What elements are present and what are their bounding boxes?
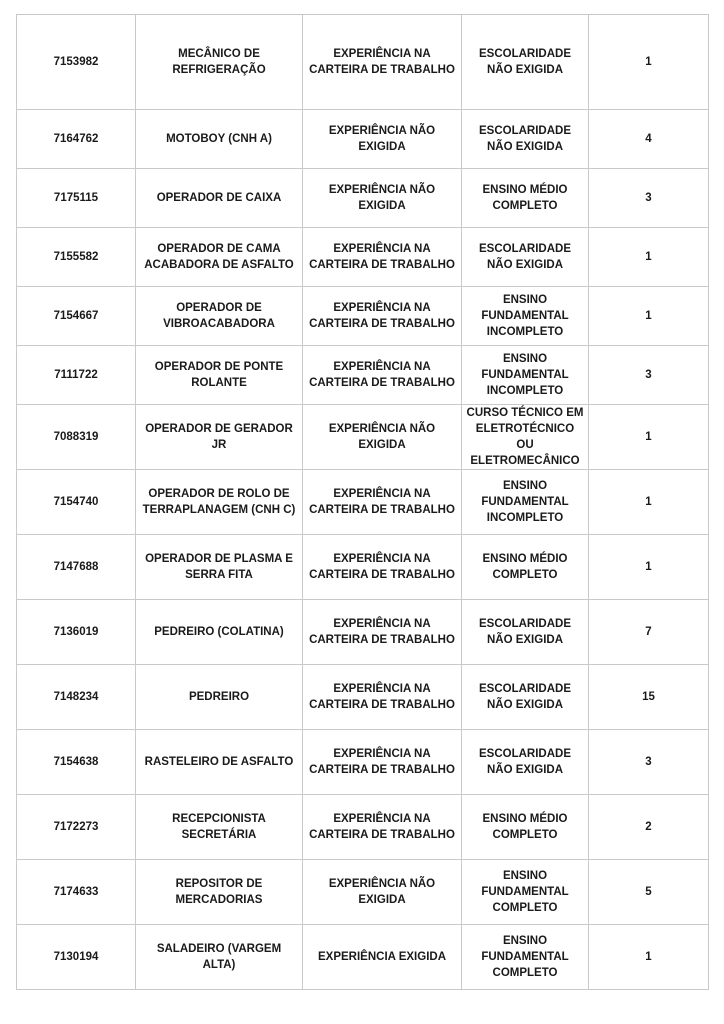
education-requirement: CURSO TÉCNICO EM ELETROTÉCNICO OU ELETROMECÂNICO [462,405,589,470]
job-code: 7130194 [17,925,136,990]
job-title: OPERADOR DE VIBROACABADORA [136,287,303,346]
vacancy-count: 1 [589,405,709,470]
experience-requirement: EXPERIÊNCIA NA CARTEIRA DE TRABALHO [303,346,462,405]
vacancy-count: 7 [589,600,709,665]
table-row [17,600,709,665]
job-code: 7148234 [17,665,136,730]
job-code: 7088319 [17,405,136,470]
education-requirement: ENSINO FUNDAMENTAL COMPLETO [462,860,589,925]
job-title: RECEPCIONISTA SECRETÁRIA [136,795,303,860]
table-row [17,15,709,110]
vacancy-count: 3 [589,730,709,795]
experience-requirement: EXPERIÊNCIA NA CARTEIRA DE TRABALHO [303,228,462,287]
job-code: 7174633 [17,860,136,925]
job-code: 7154667 [17,287,136,346]
vacancy-count: 1 [589,228,709,287]
job-code: 7164762 [17,110,136,169]
vacancy-count: 1 [589,470,709,535]
vacancy-count: 1 [589,15,709,110]
table-row [17,346,709,405]
job-title: OPERADOR DE PLASMA E SERRA FITA [136,535,303,600]
experience-requirement: EXPERIÊNCIA NA CARTEIRA DE TRABALHO [303,730,462,795]
vacancy-count: 3 [589,346,709,405]
education-requirement: ESCOLARIDADE NÃO EXIGIDA [462,600,589,665]
job-title: REPOSITOR DE MERCADORIAS [136,860,303,925]
table-row [17,535,709,600]
education-requirement: ESCOLARIDADE NÃO EXIGIDA [462,665,589,730]
table-row [17,730,709,795]
education-requirement: ENSINO FUNDAMENTAL INCOMPLETO [462,346,589,405]
job-title: OPERADOR DE PONTE ROLANTE [136,346,303,405]
table-row [17,795,709,860]
job-code: 7172273 [17,795,136,860]
job-title: SALADEIRO (VARGEM ALTA) [136,925,303,990]
education-requirement: ENSINO MÉDIO COMPLETO [462,795,589,860]
job-title: PEDREIRO (COLATINA) [136,600,303,665]
experience-requirement: EXPERIÊNCIA NA CARTEIRA DE TRABALHO [303,535,462,600]
vacancy-count: 1 [589,287,709,346]
table-row [17,110,709,169]
experience-requirement: EXPERIÊNCIA NA CARTEIRA DE TRABALHO [303,470,462,535]
table-row [17,925,709,990]
job-title: MECÂNICO DE REFRIGERAÇÃO [136,15,303,110]
job-code: 7155582 [17,228,136,287]
experience-requirement: EXPERIÊNCIA NA CARTEIRA DE TRABALHO [303,287,462,346]
experience-requirement: EXPERIÊNCIA NÃO EXIGIDA [303,405,462,470]
vacancy-count: 2 [589,795,709,860]
job-code: 7136019 [17,600,136,665]
education-requirement: ENSINO MÉDIO COMPLETO [462,535,589,600]
job-title: OPERADOR DE CAIXA [136,169,303,228]
experience-requirement: EXPERIÊNCIA NA CARTEIRA DE TRABALHO [303,15,462,110]
job-title: MOTOBOY (CNH A) [136,110,303,169]
experience-requirement: EXPERIÊNCIA NA CARTEIRA DE TRABALHO [303,665,462,730]
table-row [17,860,709,925]
table-row [17,228,709,287]
experience-requirement: EXPERIÊNCIA NA CARTEIRA DE TRABALHO [303,795,462,860]
experience-requirement: EXPERIÊNCIA EXIGIDA [303,925,462,990]
job-code: 7154638 [17,730,136,795]
job-title: PEDREIRO [136,665,303,730]
education-requirement: ESCOLARIDADE NÃO EXIGIDA [462,730,589,795]
table-row [17,470,709,535]
table-row [17,169,709,228]
education-requirement: ESCOLARIDADE NÃO EXIGIDA [462,110,589,169]
job-listing-sheet [16,14,708,990]
vacancy-count: 1 [589,535,709,600]
job-code: 7111722 [17,346,136,405]
education-requirement: ESCOLARIDADE NÃO EXIGIDA [462,228,589,287]
vacancy-count: 3 [589,169,709,228]
job-title: OPERADOR DE GERADOR JR [136,405,303,470]
education-requirement: ENSINO FUNDAMENTAL INCOMPLETO [462,470,589,535]
table-row [17,287,709,346]
job-code: 7154740 [17,470,136,535]
vacancy-count: 5 [589,860,709,925]
vacancy-count: 15 [589,665,709,730]
job-title: RASTELEIRO DE ASFALTO [136,730,303,795]
experience-requirement: EXPERIÊNCIA NA CARTEIRA DE TRABALHO [303,600,462,665]
education-requirement: ENSINO FUNDAMENTAL INCOMPLETO [462,287,589,346]
job-code: 7147688 [17,535,136,600]
education-requirement: ESCOLARIDADE NÃO EXIGIDA [462,15,589,110]
vacancy-count: 4 [589,110,709,169]
table-row [17,405,709,470]
job-code: 7153982 [17,15,136,110]
table-row [17,665,709,730]
experience-requirement: EXPERIÊNCIA NÃO EXIGIDA [303,169,462,228]
experience-requirement: EXPERIÊNCIA NÃO EXIGIDA [303,110,462,169]
job-vacancies-table [16,14,709,990]
job-code: 7175115 [17,169,136,228]
vacancy-count: 1 [589,925,709,990]
job-title: OPERADOR DE CAMA ACABADORA DE ASFALTO [136,228,303,287]
job-title: OPERADOR DE ROLO DE TERRAPLANAGEM (CNH C) [136,470,303,535]
experience-requirement: EXPERIÊNCIA NÃO EXIGIDA [303,860,462,925]
education-requirement: ENSINO FUNDAMENTAL COMPLETO [462,925,589,990]
education-requirement: ENSINO MÉDIO COMPLETO [462,169,589,228]
